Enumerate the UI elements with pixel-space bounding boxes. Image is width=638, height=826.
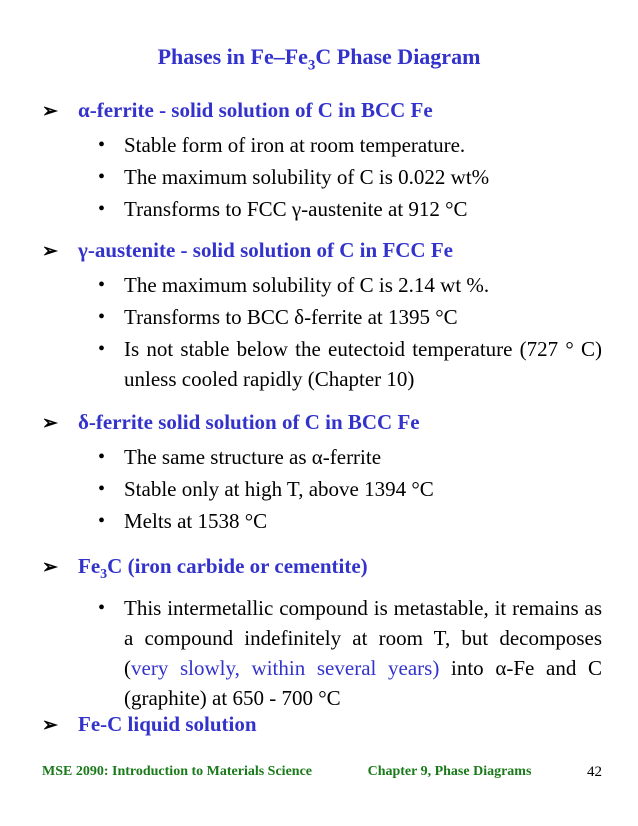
heading-post: C (iron carbide or cementite) — [107, 554, 368, 578]
page-footer — [42, 764, 602, 781]
list-item — [42, 194, 602, 224]
list-item-text: Melts at 1538 °C — [124, 509, 268, 533]
section-heading — [42, 236, 602, 266]
section-heading — [42, 552, 602, 589]
heading-text: δ-ferrite solid solution of C in BCC Fe — [78, 410, 420, 434]
footer-chapter: Chapter 9, Phase Diagrams — [367, 764, 532, 779]
heading-text: Fe-C liquid solution — [78, 712, 257, 736]
list-item — [42, 334, 602, 394]
bullet-list — [42, 130, 602, 224]
list-item-text: Stable form of iron at room temperature. — [124, 133, 466, 157]
arrow-bullet-icon: ➢ — [42, 715, 58, 736]
list-item-text: Transforms to BCC δ-ferrite at 1395 °C — [124, 305, 458, 329]
heading-text: γ-austenite - solid solution of C in FCC Fe — [78, 238, 453, 262]
bullet-list — [42, 442, 602, 536]
bullet-dot-icon: • — [98, 198, 106, 220]
list-item-text: Stable only at high T, above 1394 °C — [124, 477, 434, 501]
list-item — [42, 593, 602, 713]
list-item — [42, 506, 602, 536]
section-liquid — [42, 710, 602, 740]
section-delta-ferrite — [42, 408, 602, 538]
list-item-text: Transforms to FCC γ-austenite at 912 °C — [124, 197, 468, 221]
arrow-bullet-icon: ➢ — [42, 557, 58, 578]
title-post: C Phase Diagram — [315, 44, 481, 69]
arrow-bullet-icon: ➢ — [42, 413, 58, 434]
bullet-dot-icon: • — [98, 478, 106, 500]
page-title — [0, 44, 638, 74]
section-cementite — [42, 552, 602, 715]
section-heading — [42, 710, 602, 740]
bullet-dot-icon: • — [98, 274, 106, 296]
section-heading — [42, 408, 602, 438]
arrow-bullet-icon: ➢ — [42, 101, 58, 122]
list-item-text: The maximum solubility of C is 0.022 wt% — [124, 165, 490, 189]
list-item-text-post: into α-Fe and C (graphite) at 650 - 700 °C — [124, 656, 602, 711]
list-item — [42, 302, 602, 332]
footer-course: MSE 2090: Introduction to Materials Science — [42, 764, 312, 779]
page-number: 42 — [587, 764, 602, 780]
list-item-text: Is not stable below the eutectoid temperature (727 ° C) unless cooled rapidly (Chapter 10) — [124, 337, 602, 391]
heading-text — [78, 552, 368, 589]
bullet-dot-icon: • — [98, 166, 106, 188]
list-item — [42, 162, 602, 192]
bullet-list — [42, 270, 602, 394]
arrow-bullet-icon: ➢ — [42, 241, 58, 262]
highlight-text: very slowly, within several years) — [131, 656, 440, 681]
section-gamma-austenite — [42, 236, 602, 396]
bullet-dot-icon: • — [98, 306, 106, 328]
title-subscript: 3 — [307, 57, 316, 74]
list-item — [42, 442, 602, 472]
bullet-dot-icon: • — [98, 134, 106, 156]
list-item-text: The maximum solubility of C is 2.14 wt %. — [124, 273, 490, 297]
list-item-text: The same structure as α-ferrite — [124, 445, 382, 469]
list-item-text-pre: This intermetallic compound is metastable, it remains as a compound indefinitely at room T, but decomposes ( — [124, 596, 602, 681]
bullet-list — [42, 593, 602, 713]
title-pre: Phases in Fe–Fe — [157, 44, 308, 69]
section-alpha-ferrite — [42, 96, 602, 226]
list-item — [42, 270, 602, 300]
bullet-dot-icon: • — [98, 446, 106, 468]
heading-text: α-ferrite - solid solution of C in BCC Fe — [78, 98, 433, 122]
heading-subscript: 3 — [100, 567, 108, 583]
bullet-dot-icon: • — [98, 510, 106, 532]
section-heading — [42, 96, 602, 126]
bullet-dot-icon: • — [98, 597, 106, 620]
heading-pre: Fe — [78, 554, 101, 578]
list-item — [42, 130, 602, 160]
list-item — [42, 474, 602, 504]
bullet-dot-icon: • — [98, 338, 106, 360]
